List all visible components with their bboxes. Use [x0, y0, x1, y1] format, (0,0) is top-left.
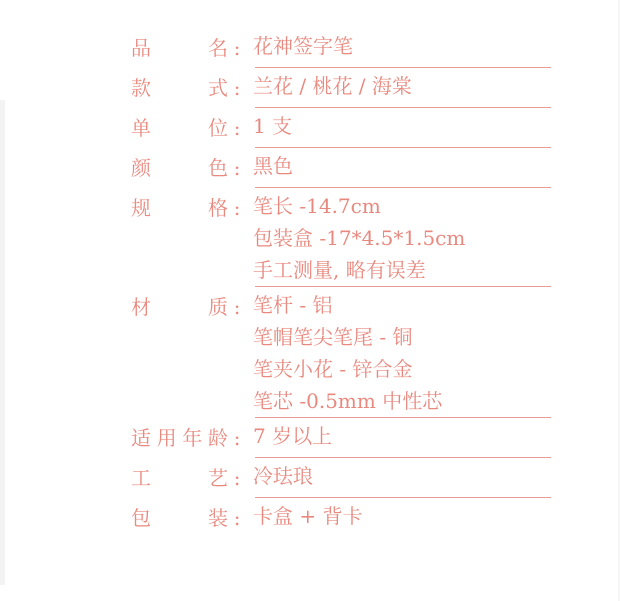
spec-value-package: 卡盒 + 背卡 [253, 504, 363, 528]
spec-values-unit [253, 108, 551, 143]
spec-values-name [253, 28, 551, 63]
product-spec-panel [5, 0, 618, 601]
spec-label-text: 单 位: [131, 115, 241, 140]
spec-value-box-size: 包装盒 -17*4.5*1.5cm [253, 226, 466, 250]
spec-row-age [131, 418, 551, 458]
spec-label-color [131, 148, 253, 184]
spec-value-pen-length: 笔长 -14.7cm [253, 194, 381, 218]
spec-row-unit [131, 108, 551, 148]
spec-value-color: 黑色 [253, 154, 293, 178]
spec-value-barrel-material: 笔杆 - 铝 [253, 293, 333, 317]
spec-row-package [131, 498, 551, 538]
spec-row-material [131, 287, 551, 418]
spec-row-craft [131, 458, 551, 498]
spec-label-text: 颜 色: [131, 155, 241, 180]
spec-label-craft [131, 458, 253, 494]
spec-values-style [253, 68, 551, 103]
spec-value-measurement-note: 手工测量, 略有误差 [253, 258, 426, 282]
spec-values-package [253, 498, 551, 533]
spec-label-style [131, 68, 253, 104]
spec-label-text: 适用年龄: [131, 425, 241, 450]
spec-values-color [253, 148, 551, 183]
spec-value-clip-material: 笔夹小花 - 锌合金 [253, 357, 413, 381]
spec-values-material [253, 287, 551, 418]
spec-values-craft [253, 458, 551, 493]
spec-row-name [131, 28, 551, 68]
spec-label-name [131, 28, 253, 64]
spec-row-color [131, 148, 551, 188]
spec-value-product-name: 花神签字笔 [253, 34, 353, 58]
spec-label-age [131, 418, 253, 454]
spec-label-package [131, 498, 253, 534]
spec-label-unit [131, 108, 253, 144]
spec-label-material [131, 287, 253, 323]
spec-label-text: 款 式: [131, 75, 241, 100]
spec-value-refill: 笔芯 -0.5mm 中性芯 [253, 389, 443, 413]
spec-label-text: 工 艺: [131, 465, 241, 490]
spec-values-size [253, 188, 551, 287]
spec-label-text: 品 名: [131, 35, 241, 60]
spec-label-text: 材 质: [131, 294, 241, 319]
spec-row-size [131, 188, 551, 287]
spec-value-craft: 冷珐琅 [253, 464, 313, 488]
spec-value-age: 7 岁以上 [253, 424, 333, 448]
spec-table [131, 28, 551, 538]
spec-values-age [253, 418, 551, 453]
spec-label-text: 包 装: [131, 505, 241, 530]
spec-value-unit: 1 支 [253, 114, 293, 138]
spec-label-size [131, 188, 253, 224]
spec-label-text: 规 格: [131, 195, 241, 220]
spec-value-style: 兰花 / 桃花 / 海棠 [253, 74, 412, 98]
spec-row-style [131, 68, 551, 108]
spec-value-cap-material: 笔帽笔尖笔尾 - 铜 [253, 325, 413, 349]
